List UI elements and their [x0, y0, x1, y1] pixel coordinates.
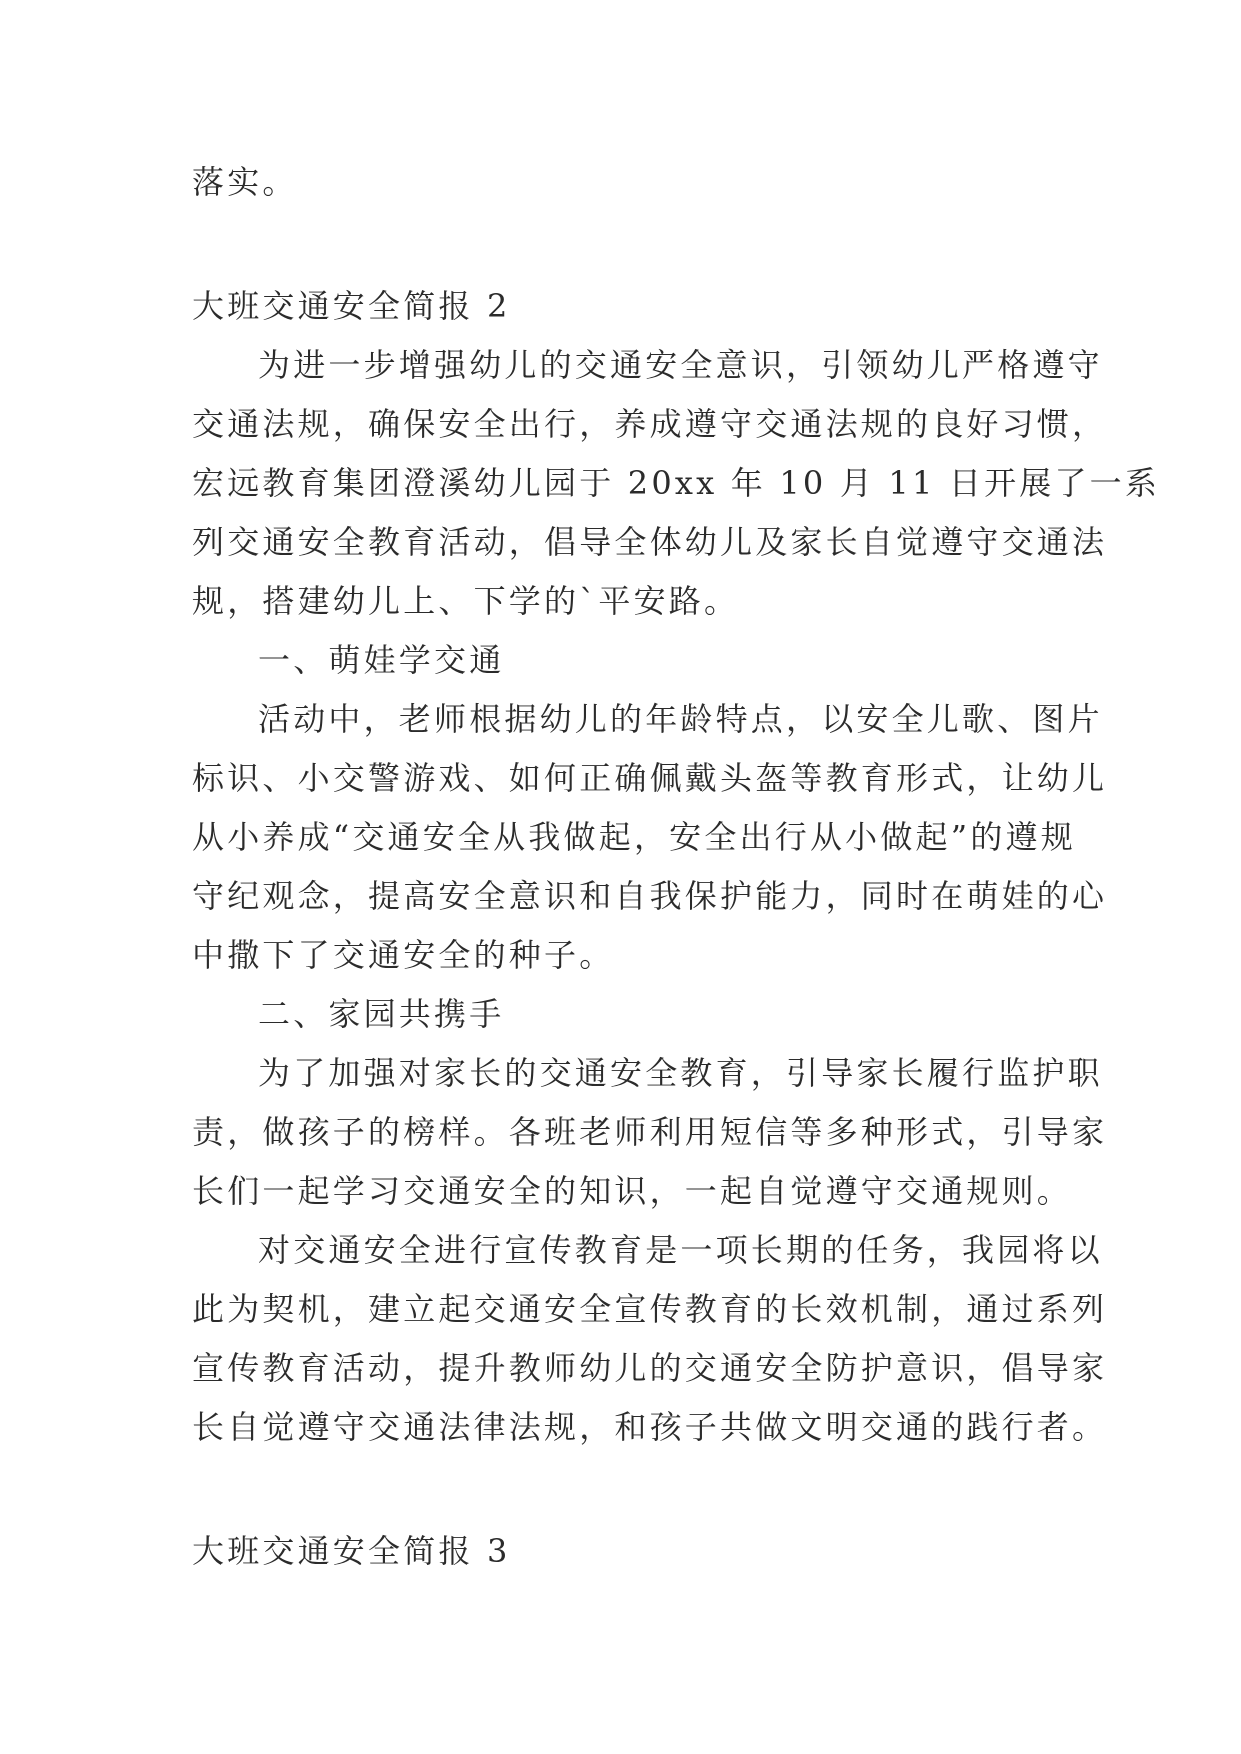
subheading: 二、家园共携手	[258, 995, 505, 1033]
text-line: 责，做孩子的榜样。各班老师利用短信等多种形式，引导家	[192, 1113, 1108, 1151]
text-line: 为了加强对家长的交通安全教育，引导家长履行监护职	[258, 1054, 1103, 1092]
text-line: 对交通安全进行宣传教育是一项长期的任务，我园将以	[258, 1231, 1103, 1269]
text-line: 从小养成“交通安全从我做起，安全出行从小做起”的遵规	[192, 818, 1076, 856]
text-line: 此为契机，建立起交通安全宣传教育的长效机制，通过系列	[192, 1290, 1108, 1328]
subheading: 一、萌娃学交通	[258, 641, 505, 679]
section-title: 大班交通安全简报 3	[192, 1532, 511, 1570]
text-line: 为进一步增强幼儿的交通安全意识，引领幼儿严格遵守	[258, 346, 1103, 384]
text-line: 守纪观念，提高安全意识和自我保护能力，同时在萌娃的心	[192, 877, 1108, 915]
text-line: 长们一起学习交通安全的知识，一起自觉遵守交通规则。	[192, 1172, 1073, 1210]
text-line: 标识、小交警游戏、如何正确佩戴头盔等教育形式，让幼儿	[192, 759, 1108, 797]
text-line: 宣传教育活动，提升教师幼儿的交通安全防护意识，倡导家	[192, 1349, 1108, 1387]
text-line: 交通法规，确保安全出行，养成遵守交通法规的良好习惯，	[192, 405, 1108, 443]
text-line: 列交通安全教育活动，倡导全体幼儿及家长自觉遵守交通法	[192, 523, 1108, 561]
text-line: 规，搭建幼儿上、下学的`平安路。	[192, 582, 740, 620]
section-title: 大班交通安全简报 2	[192, 287, 511, 325]
text-line: 长自觉遵守交通法律法规，和孩子共做文明交通的践行者。	[192, 1408, 1108, 1446]
text-line: 宏远教育集团澄溪幼儿园于 20xx 年 10 月 11 日开展了一系	[192, 464, 1161, 502]
text-line: 落实。	[192, 163, 298, 201]
text-line: 中撒下了交通安全的种子。	[192, 936, 615, 974]
text-line: 活动中，老师根据幼儿的年龄特点，以安全儿歌、图片	[258, 700, 1103, 738]
